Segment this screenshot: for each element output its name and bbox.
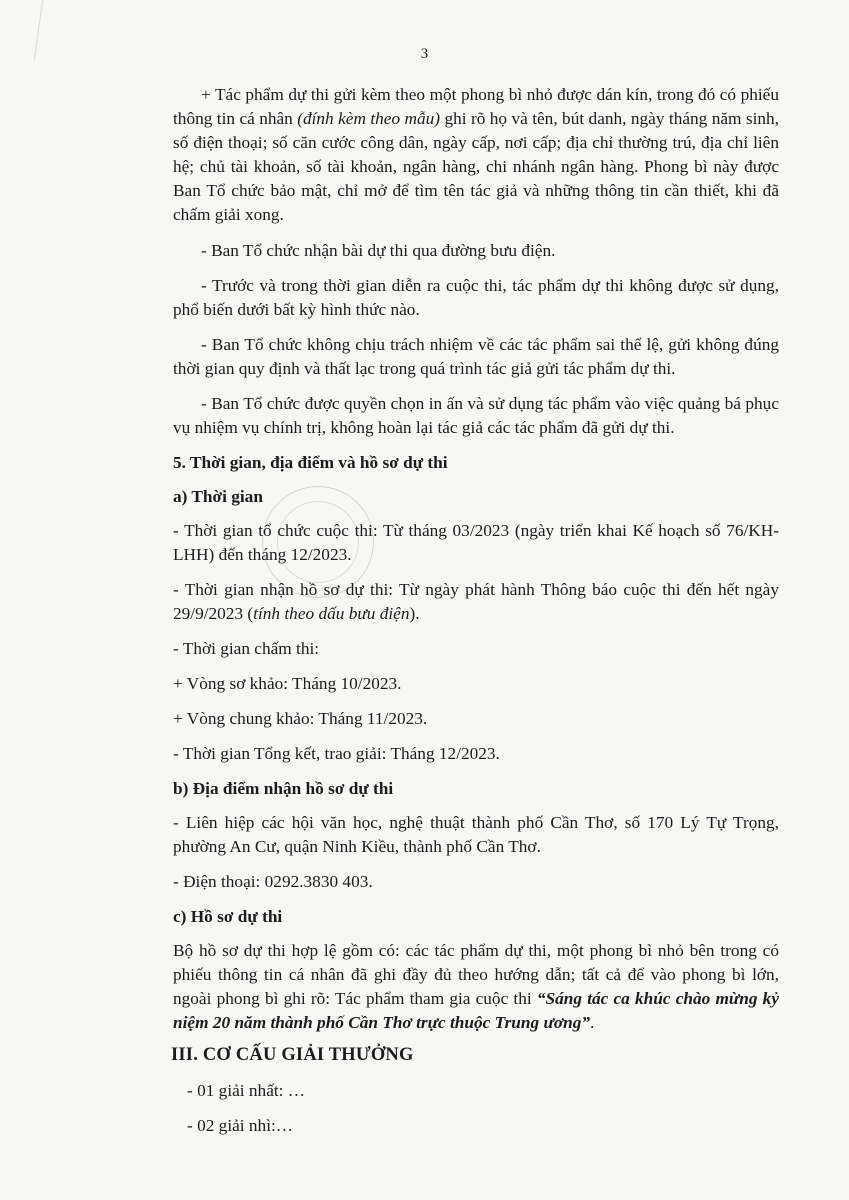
paragraph-not-published: - Trước và trong thời gian diễn ra cuộc thi, tác phẩm dự thi không được sử dụng, phổ biến dưới bất kỳ hình thức nào. <box>173 276 779 319</box>
paragraph-final-round: + Vòng chung khảo: Tháng 11/2023. <box>173 709 428 728</box>
paragraph-rights: - Ban Tổ chức được quyền chọn in ấn và sử dụng tác phẩm vào việc quảng bá phục vụ nhiệm vụ chính trị, không hoàn lại tác giả các tác phẩm đã gửi dự thi. <box>173 394 779 437</box>
section-5-heading: 5. Thời gian, địa điểm và hồ sơ dự thi <box>173 453 448 472</box>
paragraph-contest-period: - Thời gian tổ chức cuộc thi: Từ tháng 03/2023 (ngày triển khai Kế hoạch số 76/KH-LHH) đến tháng 12/2023. <box>173 521 779 564</box>
paragraph-phone: - Điện thoại: 0292.3830 403. <box>173 872 373 891</box>
prize-first: - 01 giải nhất: … <box>187 1081 306 1100</box>
paragraph-text: Bộ hồ sơ dự thi hợp lệ gồm có: các tác phẩm dự thi, một phong bì nhỏ bên trong có phiếu thông tin cá nhân đã ghi đầy đủ theo hướng dẫn; tất cả để vào phong bì lớn, ngoài phong bì ghi rõ: Tác phẩm tham gia cuộc thi <box>173 941 779 1008</box>
contest-title: “Sáng tác ca khúc chào mừng kỷ niệm 20 năm thành phố Cần Thơ trực thuộc Trung ương” <box>173 989 779 1032</box>
italic-note: tính theo dấu bưu điện <box>253 604 410 623</box>
italic-note: (đính kèm theo mẫu) <box>297 109 441 128</box>
paragraph-text: ). <box>409 604 420 623</box>
paragraph-address: - Liên hiệp các hội văn học, nghệ thuật thành phố Cần Thơ, số 170 Lý Tự Trọng, phường An Cư, quận Ninh Kiều, thành phố Cần Thơ. <box>173 813 779 856</box>
page-number: 3 <box>420 46 429 62</box>
paragraph-postal: - Ban Tổ chức nhận bài dự thi qua đường bưu điện. <box>201 241 556 260</box>
section-iii-heading: III. CƠ CẤU GIẢI THƯỞNG <box>171 1045 414 1065</box>
paragraph-submission-period <box>173 578 779 626</box>
subsection-c-heading: c) Hồ sơ dự thi <box>173 907 283 926</box>
paragraph-text: ghi rõ họ và tên, bút danh, ngày tháng năm sinh, số điện thoại; số căn cước công dân, ngày cấp, nơi cấp; địa chỉ thường trú, địa chỉ liên hệ; chủ tài khoản, số tài khoản, ngân hàng, chi nhánh ngân hàng. Phong bì này được Ban Tổ chức bảo mật, chỉ mở để tìm tên tác giả và những thông tin cần thiết, khi đã chấm giải xong. <box>173 109 780 224</box>
paragraph-preliminary-round: + Vòng sơ khảo: Tháng 10/2023. <box>173 674 402 693</box>
paragraph-envelope-info <box>173 83 779 227</box>
document-body <box>173 83 779 1149</box>
paragraph-dossier <box>173 939 779 1035</box>
paragraph-liability: - Ban Tổ chức không chịu trách nhiệm về các tác phẩm sai thể lệ, gửi không đúng thời gian quy định và thất lạc trong quá trình tác giả gửi tác phẩm dự thi. <box>173 335 779 378</box>
subsection-a-heading: a) Thời gian <box>173 487 263 506</box>
paragraph-judging-period: - Thời gian chấm thi: <box>173 639 320 658</box>
prize-second: - 02 giải nhì:… <box>187 1116 294 1135</box>
paragraph-text: - Thời gian nhận hồ sơ dự thi: Từ ngày phát hành Thông báo cuộc thi đến hết ngày 29/9/2023 ( <box>173 580 779 623</box>
paragraph-text: . <box>590 1013 595 1032</box>
subsection-b-heading: b) Địa điểm nhận hồ sơ dự thi <box>173 779 394 798</box>
paragraph-text: + Tác phẩm dự thi gửi kèm theo một phong bì nhỏ được dán kín, trong đó có phiếu thông tin cá nhân <box>173 85 779 128</box>
paragraph-award-ceremony: - Thời gian Tổng kết, trao giải: Tháng 12/2023. <box>173 744 500 763</box>
